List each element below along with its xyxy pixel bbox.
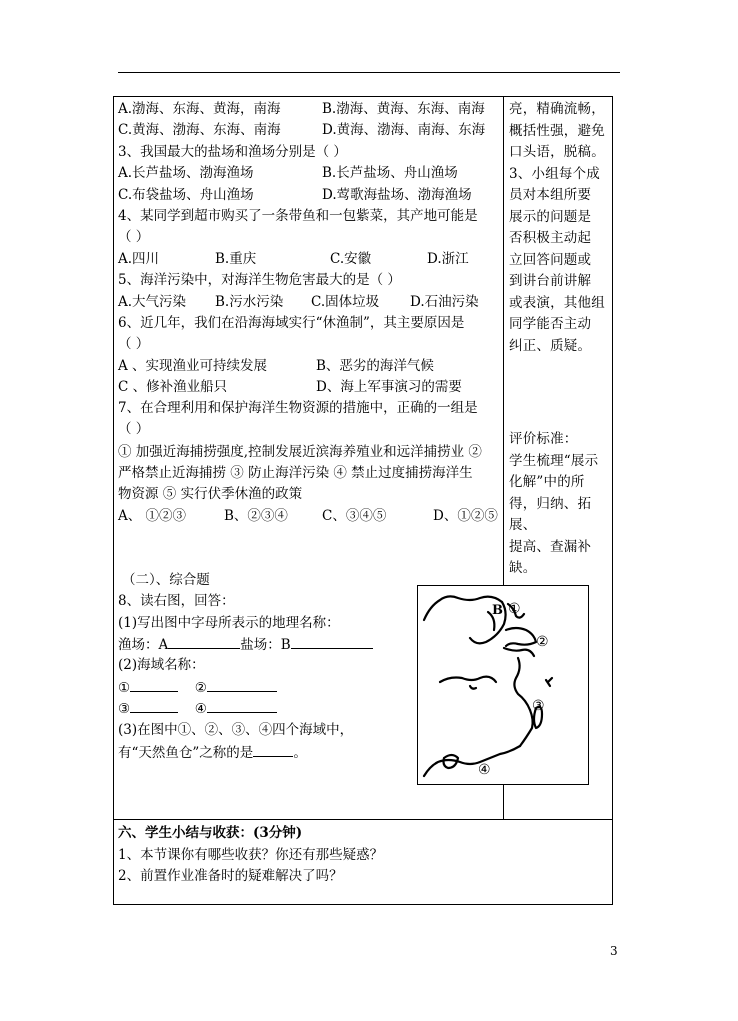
evaluation-line: 化解”中的所 [509, 474, 585, 490]
side-note-line: 否积极主动起 [509, 230, 592, 246]
q2-option-a: A.渤海、东海、黄海，南海 [118, 101, 281, 117]
evaluation-line: 评价标准： [509, 431, 578, 447]
fish-granary-blank[interactable] [253, 744, 293, 757]
q5-option-a: A.大气污染 [118, 294, 187, 310]
coastline-map [417, 585, 589, 785]
evaluation-line: 提高、查漏补缺。 [509, 538, 592, 576]
q3-option-c: C.布袋盐场、舟山渔场 [118, 187, 254, 203]
q6-option-d: D、海上军事演习的需要 [316, 379, 462, 395]
q8-stem: 8、读右图，回答： [118, 593, 235, 609]
sea-blank-4[interactable] [207, 700, 277, 713]
q4-option-d: D.浙江 [427, 251, 469, 267]
q6-stem-line1: 6、近几年，我们在沿海海域实行“休渔制”，其主要原因是 [118, 315, 465, 331]
q4-stem-line2: （ ） [118, 229, 150, 245]
q3-stem: 3、我国最大的盐场和渔场分别是（ ） [118, 144, 347, 160]
evaluation-criteria [509, 429, 609, 580]
q6-option-a: A 、实现渔业可持续发展 [118, 358, 268, 374]
side-note-line: 到讲台前讲解 [509, 273, 592, 289]
q8-part1-answers [118, 636, 373, 653]
q5-option-d: D.石油污染 [410, 294, 479, 310]
q8-part3-line2 [118, 744, 307, 761]
q8-part3-end: 。 [293, 745, 307, 761]
sea-label-1: ① [118, 680, 131, 696]
sea-label-3: ③ [118, 701, 131, 717]
q7-stem-line2: （ ） [118, 421, 150, 437]
q3-option-d: D.莺歌海盐场、渤海渔场 [322, 187, 472, 203]
summary-heading: 六、学生小结与收获：(3分钟) [118, 825, 303, 841]
q3-option-b: B.长芦盐场、舟山渔场 [322, 165, 458, 181]
q5-option-b: B.污水污染 [215, 294, 284, 310]
saltfield-label: 盐场：B [240, 637, 291, 653]
q8-part1: (1)写出图中字母所表示的地理名称： [118, 615, 340, 631]
q7-option-c: C、③④⑤ [322, 508, 387, 524]
side-note-line: 3、小组每个成 [509, 165, 600, 182]
q3-option-a: A.长芦盐场、渤海渔场 [118, 165, 254, 181]
q7-option-b: B、②③④ [224, 508, 288, 524]
q7-option-a: A、 ①②③ [118, 508, 187, 524]
q2-option-d: D.黄海、渤海、南海、东海 [322, 122, 486, 138]
map-sea-3: ③ [532, 698, 545, 714]
q8-part2: (2)海域名称： [118, 657, 205, 673]
row-divider [113, 819, 613, 820]
sea-blank-1[interactable] [130, 679, 178, 692]
side-note-line: 或表演，其他组 [509, 294, 605, 311]
q2-option-c: C.黄海、渤海、东海、南海 [118, 122, 281, 138]
q6-option-c: C 、修补渔业船只 [118, 379, 228, 395]
q8-part2-row1 [118, 679, 277, 696]
header-rule [118, 72, 620, 73]
side-note-line: 亮，精确流畅， [509, 101, 605, 117]
side-note-line: 同学能否主动 [509, 316, 592, 332]
coastline-drawing [418, 586, 588, 784]
map-sea-1: ① [508, 601, 521, 617]
side-note-line: 员对本组所要 [509, 187, 592, 203]
side-notes [509, 99, 609, 357]
q8-part3-text: 有“天然鱼仓”之称的是 [118, 745, 254, 761]
q4-stem-line1: 4、某同学到超市购买了一条带鱼和一包紫菜，其产地可能是 [118, 208, 478, 224]
q4-option-c: C.安徽 [330, 251, 372, 267]
q6-stem-line2: （ ） [118, 336, 150, 352]
q2-option-b: B.渤海、黄海、东海、南海 [322, 101, 485, 117]
fishery-label: 渔场：A [118, 637, 169, 653]
map-label-b: B [492, 603, 503, 618]
fishery-blank[interactable] [168, 636, 240, 649]
sea-label-2: ② [194, 680, 207, 696]
saltfield-blank[interactable] [291, 636, 373, 649]
q4-option-a: A.四川 [118, 251, 160, 267]
evaluation-line: 得，归纳、拓展、 [509, 495, 592, 533]
side-note-line: 纠正、质疑。 [509, 337, 592, 354]
q6-option-b: B、恶劣的海洋气候 [316, 358, 434, 374]
section2-heading: （二）、综合题 [122, 572, 210, 588]
summary-question-2: 2、前置作业准备时的疑难解决了吗？ [118, 868, 343, 884]
q7-statement-line1: ① 加强近海捕捞强度,控制发展近滨海养殖业和远洋捕捞业 ② [118, 444, 482, 460]
page-number: 3 [610, 944, 618, 958]
evaluation-line: 学生梳理“展示 [509, 452, 599, 469]
side-note-line: 展示的问题是 [509, 208, 592, 225]
sea-blank-3[interactable] [130, 700, 178, 713]
summary-question-1: 1、本节课你有哪些收获？你还有那些疑惑？ [118, 847, 384, 863]
q7-stem-line1: 7、在合理利用和保护海洋生物资源的措施中，正确的一组是 [118, 400, 478, 416]
side-note-line: 概括性强，避免 [509, 122, 605, 139]
q8-part3-line1: (3)在图中①、②、③、④四个海域中， [118, 722, 354, 738]
map-sea-4: ④ [478, 762, 491, 778]
side-note-line: 口头语，脱稿。 [509, 144, 605, 160]
q7-statement-line3: 物资源 ⑤ 实行伏季休渔的政策 [118, 486, 303, 502]
q4-option-b: B.重庆 [215, 251, 257, 267]
sea-blank-2[interactable] [207, 679, 277, 692]
sea-label-4: ④ [194, 701, 207, 717]
map-sea-2: ② [536, 634, 549, 650]
q7-option-d: D、①②⑤ [433, 508, 498, 524]
q5-option-c: C.固体垃圾 [311, 294, 380, 310]
q8-part2-row2 [118, 700, 277, 717]
side-note-line: 立回答问题或 [509, 251, 592, 268]
q5-stem: 5、海洋污染中，对海洋生物危害最大的是（ ） [118, 272, 401, 288]
q7-statement-line2: 严格禁止近海捕捞 ③ 防止海洋污染 ④ 禁止过度捕捞海洋生 [118, 465, 473, 481]
